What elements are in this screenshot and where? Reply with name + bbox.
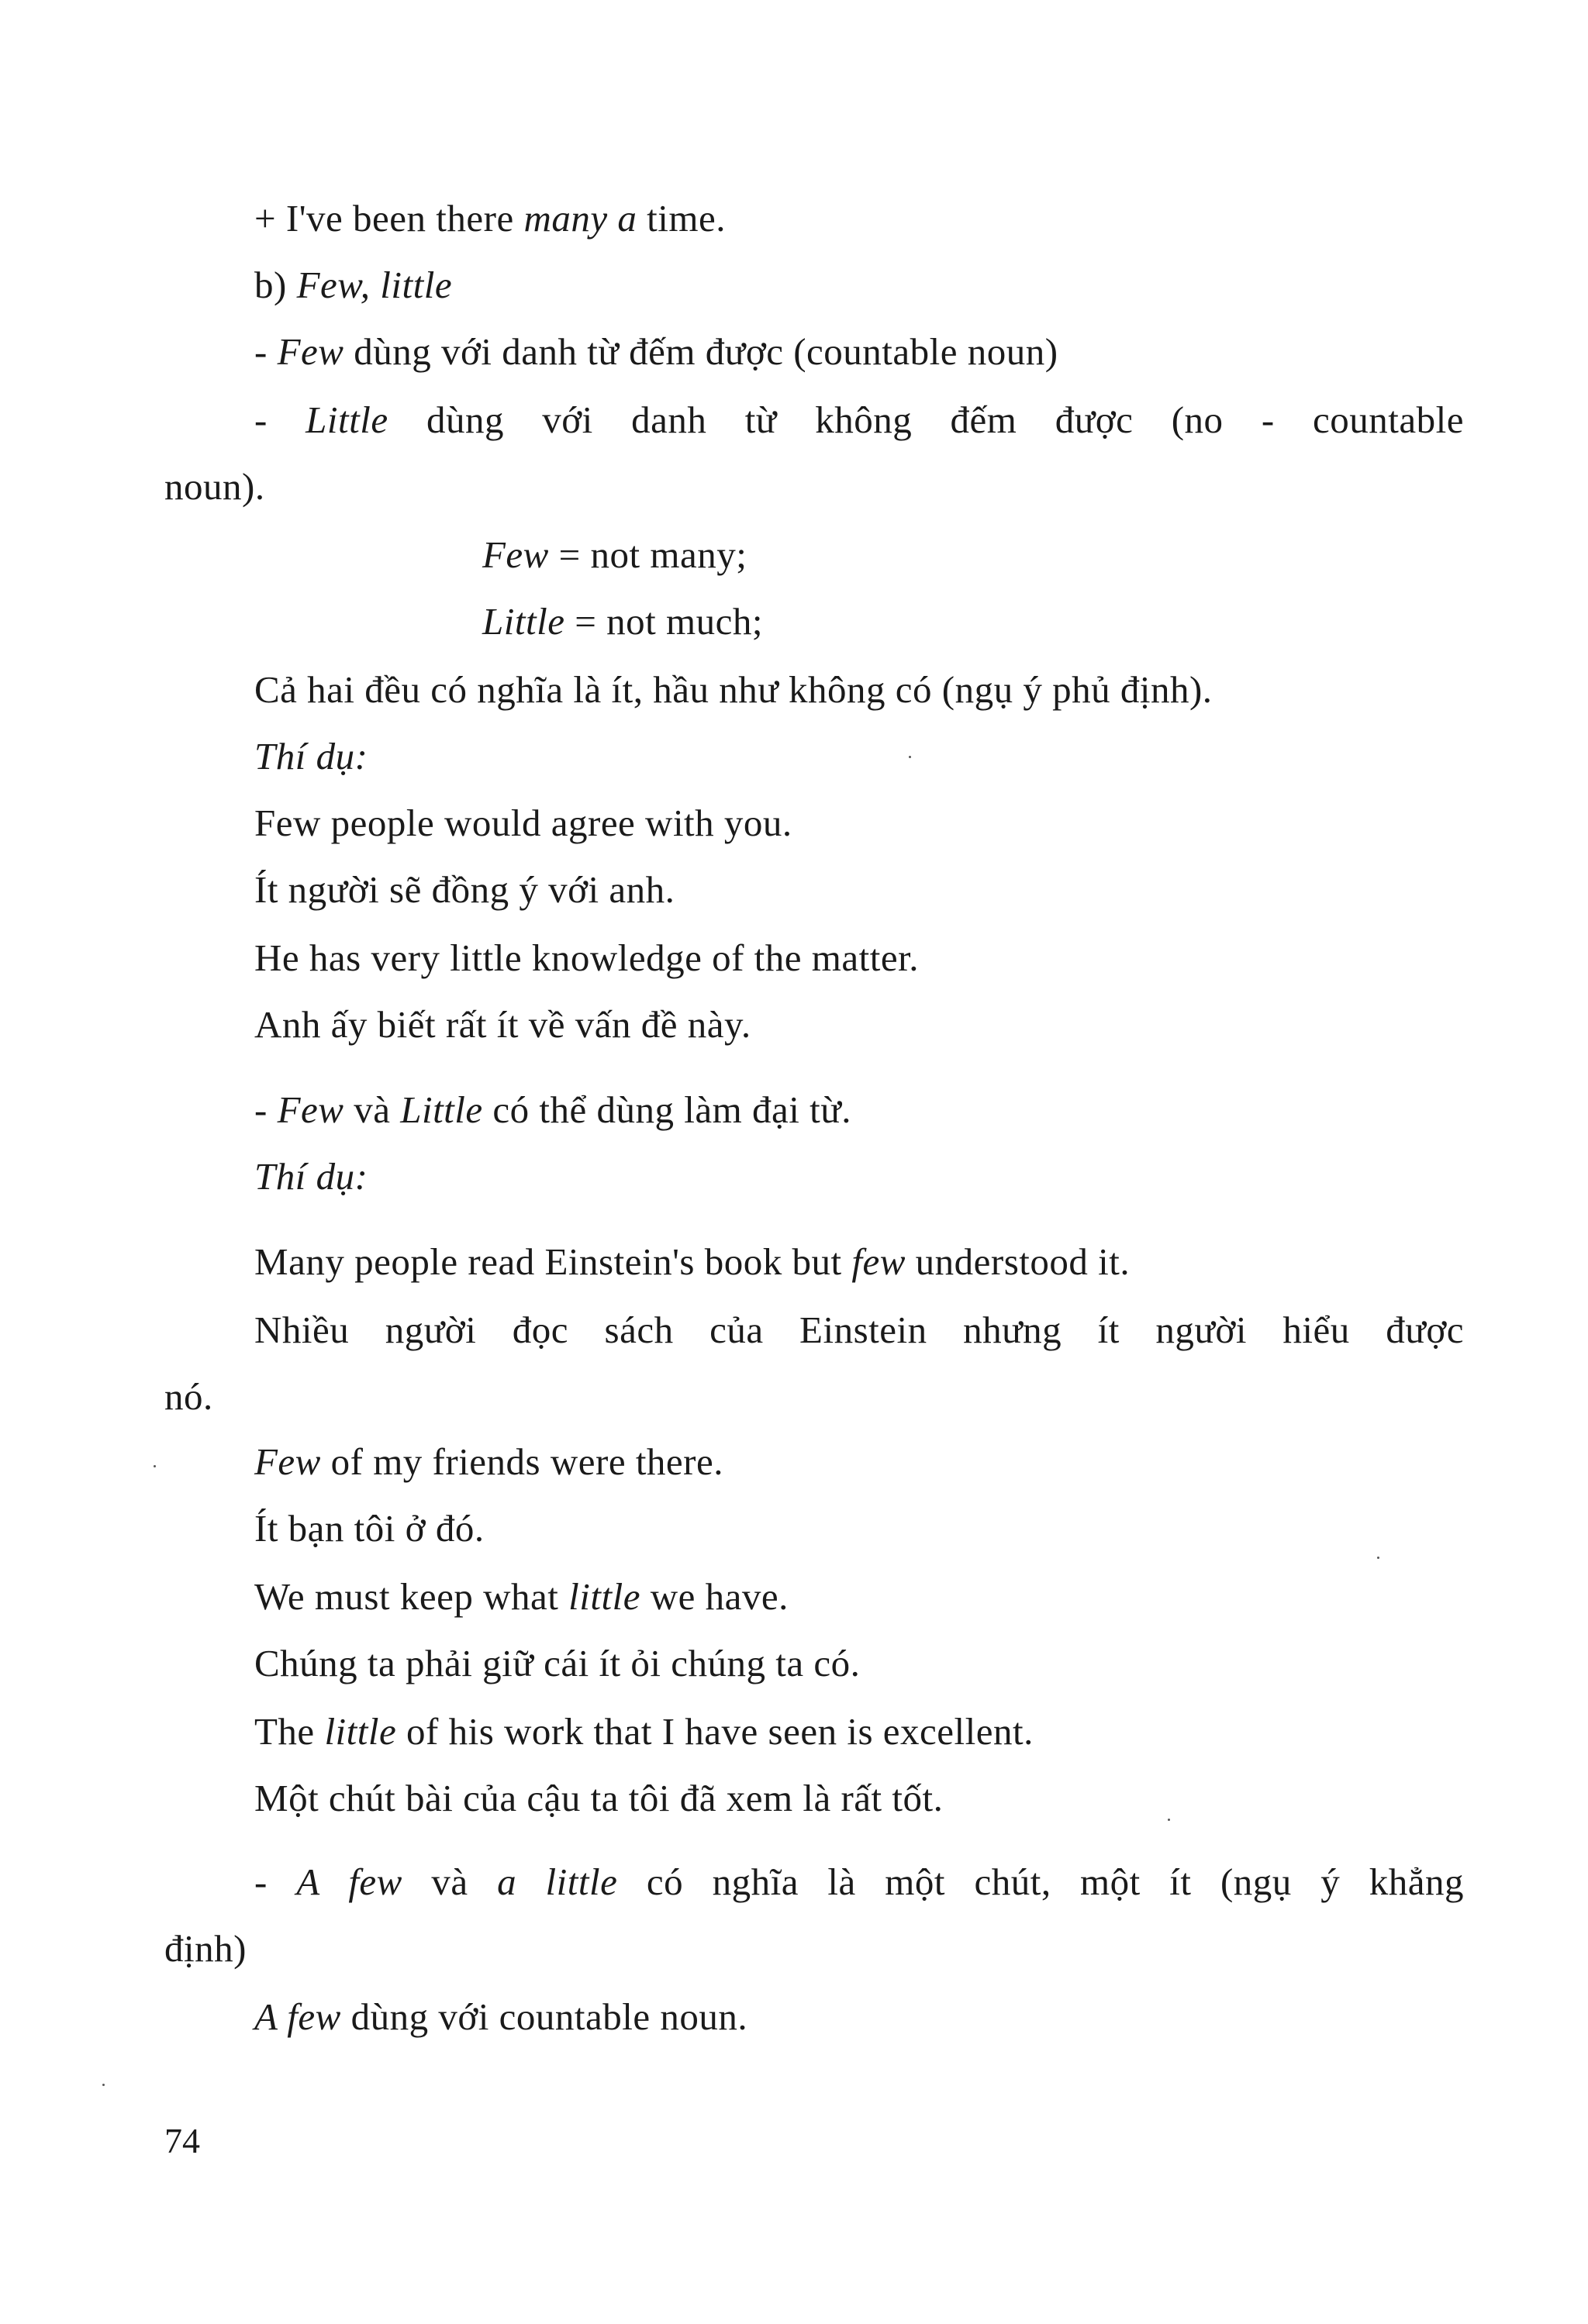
text-line: - A few và a little có nghĩa là một chút, một ít (ngụ ý khẳng <box>254 1860 1464 1903</box>
page-number: 74 <box>164 2121 200 2160</box>
example-label: Thí dụ: <box>254 1155 368 1198</box>
formula-line: Little = not much; <box>482 600 763 643</box>
text-line: A few dùng với countable noun. <box>254 1995 748 2038</box>
translation-sentence: Ít người sẽ đồng ý với anh. <box>254 868 675 911</box>
example-label: Thí dụ: <box>254 735 368 778</box>
text-line: noun). <box>164 465 265 508</box>
scan-speck <box>1377 1557 1379 1559</box>
translation-sentence: Chúng ta phải giữ cái ít ỏi chúng ta có. <box>254 1642 861 1684</box>
example-sentence: Few people would agree with you. <box>254 802 792 844</box>
text-line: - Few dùng với danh từ đếm được (countable noun) <box>254 330 1058 373</box>
translation-sentence: Nhiều người đọc sách của Einstein nhưng ít người hiểu được <box>254 1309 1464 1351</box>
example-sentence: The little of his work that I have seen is excellent. <box>254 1710 1034 1753</box>
translation-sentence: Anh ấy biết rất ít về vấn đề này. <box>254 1003 751 1046</box>
text-line: định) <box>164 1927 247 1970</box>
translation-sentence: Ít bạn tôi ở đó. <box>254 1507 485 1550</box>
scan-speck <box>154 1465 156 1467</box>
example-sentence: He has very little knowledge of the matter. <box>254 936 919 979</box>
example-sentence: Few of my friends were there. <box>254 1440 724 1483</box>
text-line: - Little dùng với danh từ không đếm được (no - countable <box>254 398 1464 441</box>
section-heading: b) Few, little <box>254 264 453 306</box>
example-sentence: Many people read Einstein's book but few understood it. <box>254 1240 1131 1283</box>
translation-sentence: Một chút bài của cậu ta tôi đã xem là rất tốt. <box>254 1777 944 1819</box>
scan-speck <box>1168 1819 1170 1821</box>
formula-line: Few = not many; <box>482 533 747 576</box>
text-line: - Few và Little có thể dùng làm đại từ. <box>254 1088 852 1131</box>
text-line: + I've been there many a time. <box>254 197 726 240</box>
scan-speck <box>102 2084 105 2086</box>
text-line: Cả hai đều có nghĩa là ít, hầu như không có (ngụ ý phủ định). <box>254 668 1213 711</box>
scan-speck <box>909 756 911 758</box>
example-sentence: We must keep what little we have. <box>254 1575 789 1618</box>
translation-sentence: nó. <box>164 1375 213 1418</box>
